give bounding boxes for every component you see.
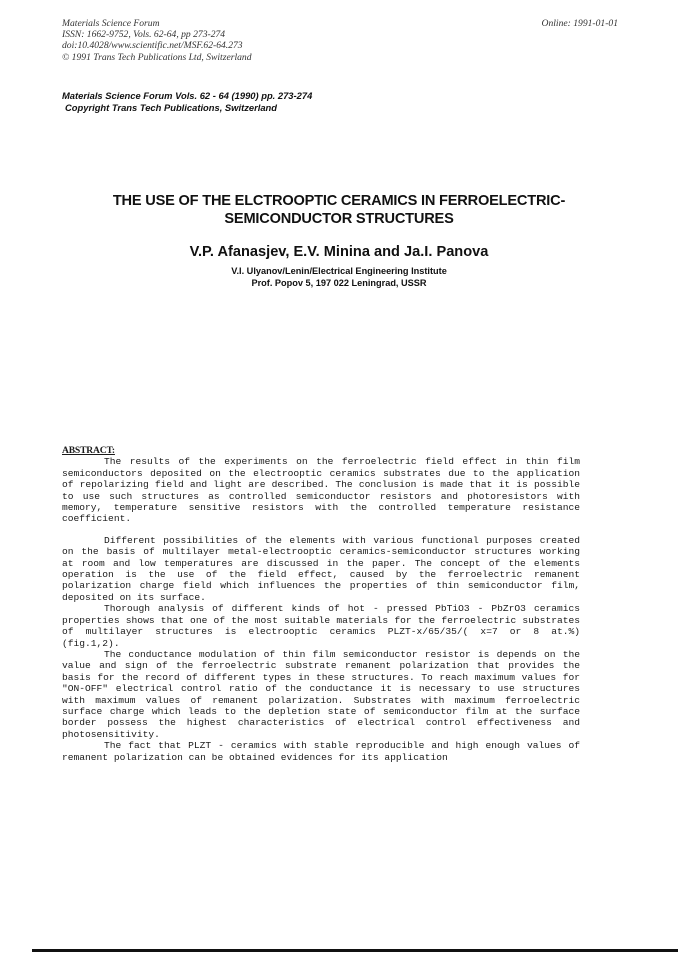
title-line-2: SEMICONDUCTOR STRUCTURES xyxy=(224,211,454,227)
authors: V.P. Afanasjev, E.V. Minina and Ja.I. Panova xyxy=(189,244,489,260)
body-paragraph: Thorough analysis of different kinds of hot - pressed PbTiO3 - PbZrO3 ceramics properties shows that one of the most suitable materials for the ferroelectric substrates of multilayer structures is electrooptic ceramics PLZT-x/65/35/( x=7 or 8 at.%) (fig.1,2). xyxy=(62,603,580,649)
paper-title xyxy=(40,192,638,228)
online-date: Online: 1991-01-01 xyxy=(541,18,618,29)
publication-copyright: Copyright Trans Tech Publications, Switzerland xyxy=(65,102,278,113)
affiliation-institute: V.I. Ulyanov/Lenin/Electrical Engineering Institute xyxy=(231,266,447,276)
body-paragraph: The fact that PLZT - ceramics with stable reproducible and high enough values of remanent polarization can be obtained evidences for its application xyxy=(62,740,580,763)
footer-rule xyxy=(32,949,678,952)
issn-line: ISSN: 1662-9752, Vols. 62-64, pp 273-274 xyxy=(62,29,226,41)
abstract-text: The results of the experiments on the ferroelectric field effect in thin film semiconductors deposited on the electrooptic ceramics substrates due to the application of repolarizing field and light are described. The conclusion is made that it is possible to use such structures as controlled semiconductor resistors and photoresistors with memory, temperature sensitive resistors with the controlled temperature resistance coefficient. xyxy=(62,456,580,525)
paper-body xyxy=(62,445,580,763)
affiliation-address: Prof. Popov 5, 197 022 Leningrad, USSR xyxy=(251,278,427,288)
journal-name: Materials Science Forum xyxy=(62,18,160,29)
copyright-line: © 1991 Trans Tech Publications Ltd, Switzerland xyxy=(62,51,252,63)
body-paragraph: The conductance modulation of thin film semiconductor resistor is depends on the value and sign of the ferroelectric substrate remanent polarization that provides the basis for the record of different types in these structures. To reach maximum values for "ON-OFF" electrical control ratio of the conductance it is necessary to use structures with maximum values of remanent polarization. Substrates with maximum ferroelectric surface charge which leads to the depletion state of semiconductor film at the surface border possess the highest characteristics of electrical control effectiveness and photosensitivity. xyxy=(62,648,580,740)
affiliation xyxy=(40,265,638,289)
title-line-1: THE USE OF THE ELCTROOPTIC CERAMICS IN FERROELECTRIC- xyxy=(112,193,566,209)
doi-line: doi:10.4028/www.scientific.net/MSF.62-64.273 xyxy=(62,40,243,52)
publication-volume: Materials Science Forum Vols. 62 - 64 (1990) pp. 273-274 xyxy=(62,90,313,101)
journal-header xyxy=(62,18,482,63)
body-paragraph: Different possibilities of the elements with various functional purposes created on the basis of multilayer metal-electrooptic ceramics-semiconductor structures working at room and low temperatures are discussed in the paper. The concept of the elements operation is the use of the field effect, caused by the ferroelectric remanent polarization charge field which influences the properties of thin semiconductor film, deposited on its surface. xyxy=(62,534,580,603)
publication-info xyxy=(62,90,312,114)
abstract-heading: ABSTRACT: xyxy=(62,445,115,456)
